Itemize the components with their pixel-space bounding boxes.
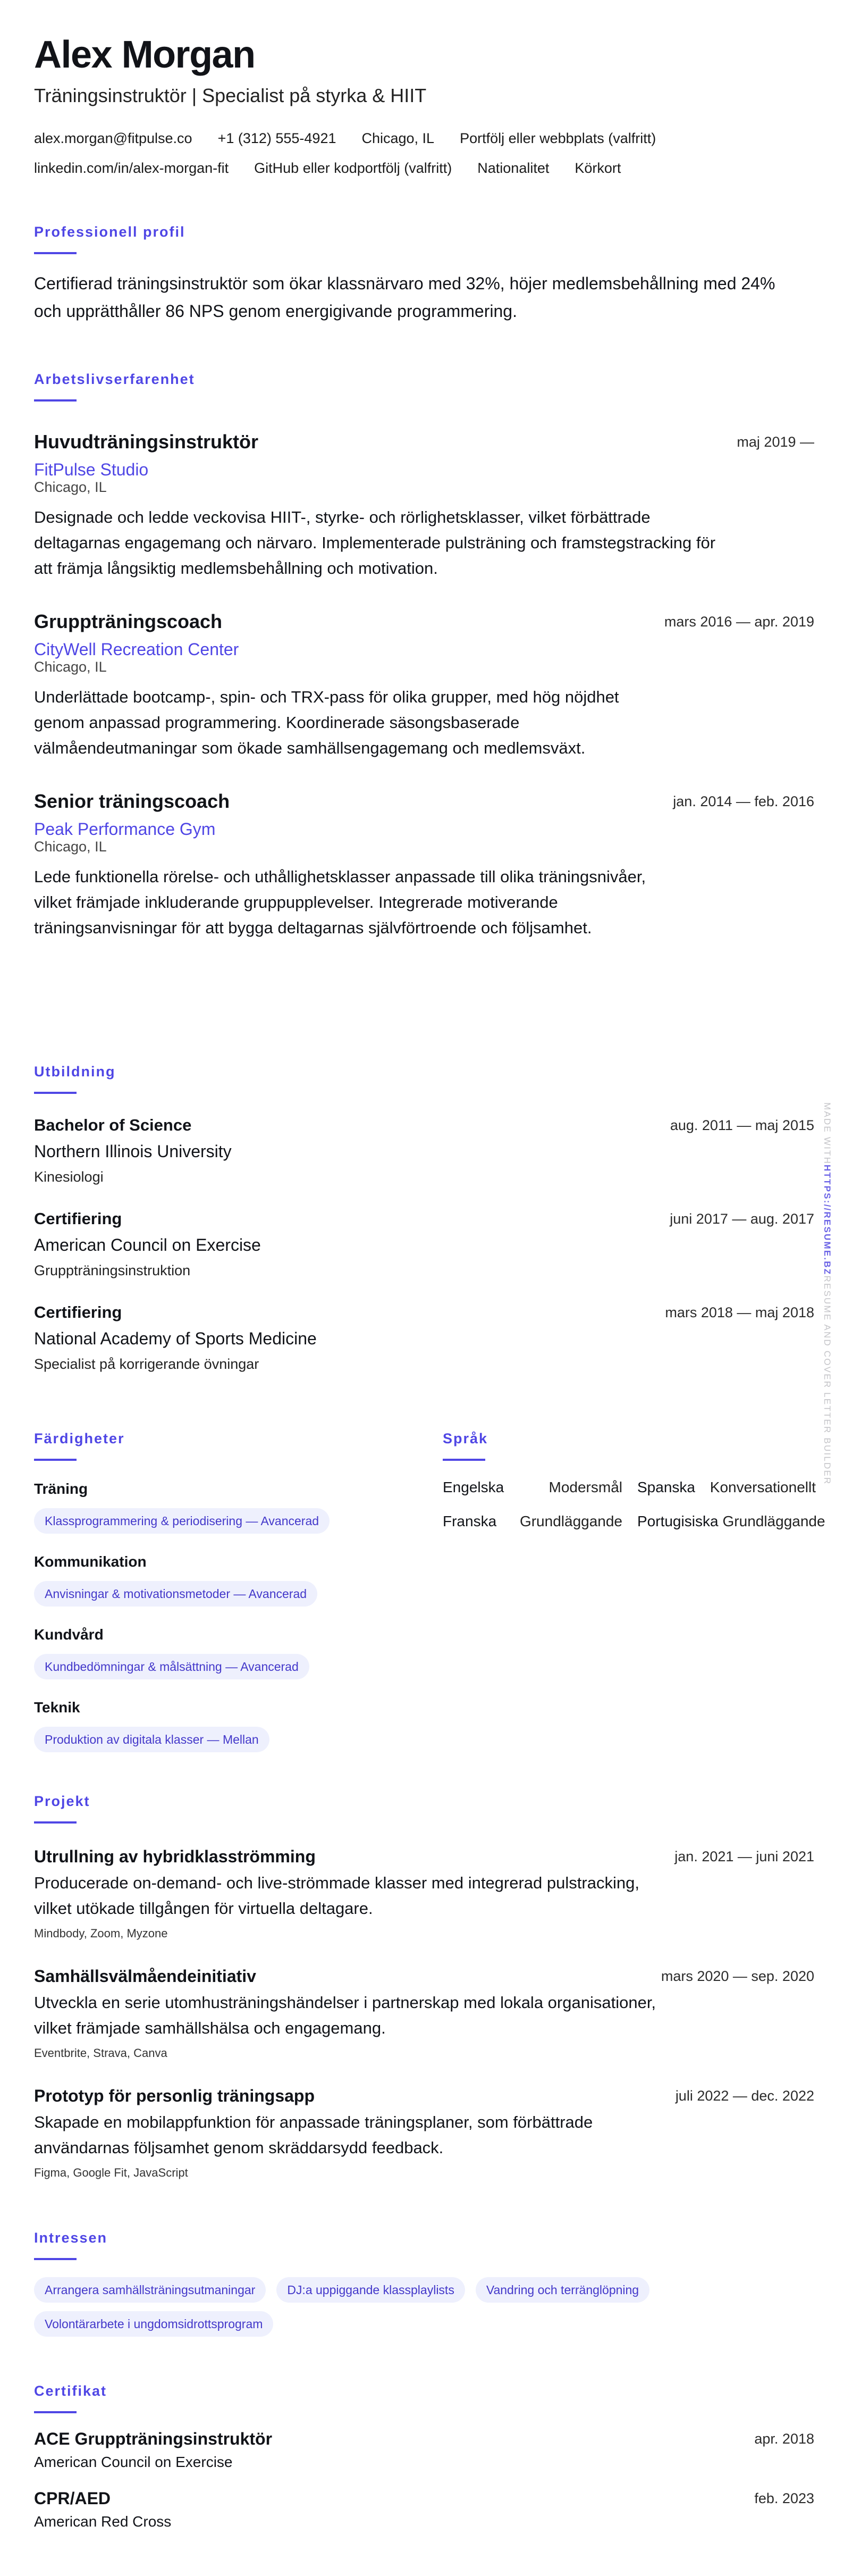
project-item bbox=[34, 2086, 814, 2182]
language-item bbox=[637, 1477, 816, 1498]
candidate-subtitle: Träningsinstruktör | Specialist på styrka & HIIT bbox=[34, 85, 427, 106]
interest-chip: DJ:a uppiggande klassplaylists bbox=[276, 2277, 465, 2303]
section-divider bbox=[34, 1821, 77, 1824]
certificate-item bbox=[34, 2428, 814, 2473]
projects-section bbox=[34, 1792, 814, 2182]
skill-chip: Klassprogrammering & periodisering — Avancerad bbox=[34, 1508, 330, 1534]
skill-group-label: Kundvård bbox=[34, 1626, 104, 1643]
skill-group bbox=[34, 1625, 427, 1679]
contact-list bbox=[34, 128, 778, 179]
project-description: Producerade on-demand- och live-strömmade klasser med integrerad pulstracking, vilket utökade tillgången för virtuella deltagare. bbox=[34, 1874, 639, 1918]
section-divider bbox=[34, 399, 77, 402]
institution: National Academy of Sports Medicine bbox=[34, 1329, 317, 1348]
contact-license: Körkort bbox=[575, 160, 621, 176]
project-date: jan. 2021 — juni 2021 bbox=[674, 1849, 814, 1864]
certificates-section bbox=[34, 2382, 814, 2532]
candidate-name: Alex Morgan bbox=[34, 34, 255, 76]
skill-group-label: Kommunikation bbox=[34, 1553, 147, 1570]
project-title: Prototyp för personlig träningsapp bbox=[34, 2086, 315, 2105]
job-title: Huvudträningsinstruktör bbox=[34, 431, 259, 453]
section-title: Certifikat bbox=[34, 2383, 107, 2399]
contact-email[interactable]: alex.morgan@fitpulse.co bbox=[34, 130, 192, 146]
certificate-name: ACE Gruppträningsinstruktör bbox=[34, 2429, 273, 2448]
section-divider bbox=[34, 1459, 77, 1461]
field-of-study: Kinesiologi bbox=[34, 1169, 104, 1185]
skill-chip: Produktion av digitala klasser — Mellan bbox=[34, 1727, 269, 1752]
language-item bbox=[637, 1511, 825, 1532]
company-name: Peak Performance Gym bbox=[34, 819, 216, 839]
project-tech: Eventbrite, Strava, Canva bbox=[34, 2046, 167, 2060]
language-level: Modersmål bbox=[548, 1479, 622, 1495]
contact-github[interactable]: GitHub eller kodportfölj (valfritt) bbox=[254, 160, 452, 176]
company-name: CityWell Recreation Center bbox=[34, 640, 239, 659]
job-location: Chicago, IL bbox=[34, 659, 107, 675]
builder-watermark bbox=[822, 1102, 832, 1485]
language-item bbox=[443, 1477, 622, 1498]
interest-chip: Vandring och terränglöpning bbox=[476, 2277, 649, 2303]
contact-linkedin[interactable]: linkedin.com/in/alex-morgan-fit bbox=[34, 160, 229, 176]
institution: American Council on Exercise bbox=[34, 1235, 261, 1254]
section-title: Intressen bbox=[34, 2230, 108, 2246]
watermark-prefix: MADE WITH bbox=[822, 1102, 832, 1165]
job-date: mars 2016 — apr. 2019 bbox=[664, 614, 814, 630]
job-description: Underlättade bootcamp-, spin- och TRX-pass för olika grupper, med hög nöjdhet genom anpassad programmering. Koordinerade säsongsbaserade välmåendeutmaningar som ökade samhällsengagemang och medlemsväxt. bbox=[34, 688, 619, 757]
degree: Certifiering bbox=[34, 1209, 122, 1228]
institution: Northern Illinois University bbox=[34, 1142, 232, 1161]
skills-section bbox=[34, 1429, 427, 1752]
project-tech: Figma, Google Fit, JavaScript bbox=[34, 2166, 188, 2179]
section-title: Färdigheter bbox=[34, 1431, 125, 1446]
field-of-study: Gruppträningsinstruktion bbox=[34, 1262, 191, 1278]
interest-chip: Volontärarbete i ungdomsidrottsprogram bbox=[34, 2311, 273, 2337]
section-title: Utbildning bbox=[34, 1064, 116, 1080]
education-date: juni 2017 — aug. 2017 bbox=[670, 1211, 814, 1227]
education-date: aug. 2011 — maj 2015 bbox=[670, 1117, 814, 1133]
skills-languages-row bbox=[34, 1429, 825, 1752]
job-date: maj 2019 — bbox=[737, 434, 814, 450]
language-level: Grundläggande bbox=[722, 1513, 825, 1529]
language-list bbox=[443, 1477, 825, 1532]
section-divider bbox=[34, 2258, 77, 2260]
education-date: mars 2018 — maj 2018 bbox=[665, 1304, 814, 1320]
project-date: mars 2020 — sep. 2020 bbox=[661, 1968, 814, 1984]
education-item bbox=[34, 1302, 814, 1375]
language-name: Franska bbox=[443, 1513, 497, 1529]
contact-phone[interactable]: +1 (312) 555-4921 bbox=[217, 130, 336, 146]
job-description: Lede funktionella rörelse- och uthållighetsklasser anpassade till olika träningsnivåer, vilket främjade inkluderande gruppupplevelser. Integrerade motiverande träningsanvisningar för att bygga deltagarnas självförtroende och följsamhet. bbox=[34, 867, 646, 937]
job-title: Senior träningscoach bbox=[34, 790, 230, 812]
skill-group bbox=[34, 1479, 427, 1534]
interest-list bbox=[34, 2277, 789, 2337]
skill-group-label: Teknik bbox=[34, 1699, 80, 1716]
watermark-suffix: RESUME AND COVER LETTER BUILDER bbox=[822, 1275, 832, 1485]
language-name: Spanska bbox=[637, 1479, 695, 1495]
language-item bbox=[443, 1511, 622, 1532]
language-name: Engelska bbox=[443, 1479, 504, 1495]
project-description: Utveckla en serie utomhusträningshändelser i partnerskap med lokala organisationer, vilket främjade samhällshälsa och engagemang. bbox=[34, 1993, 656, 2037]
project-date: juli 2022 — dec. 2022 bbox=[675, 2088, 814, 2104]
section-divider bbox=[443, 1459, 485, 1461]
degree: Certifiering bbox=[34, 1303, 122, 1322]
certificate-date: feb. 2023 bbox=[754, 2490, 814, 2506]
job-location: Chicago, IL bbox=[34, 479, 107, 495]
education-section bbox=[34, 1063, 814, 1375]
certificate-date: apr. 2018 bbox=[754, 2431, 814, 2447]
skill-group bbox=[34, 1552, 427, 1607]
certificate-item bbox=[34, 2488, 814, 2532]
certificate-issuer: American Council on Exercise bbox=[34, 2454, 233, 2470]
skill-group bbox=[34, 1698, 427, 1752]
certificate-name: CPR/AED bbox=[34, 2489, 111, 2508]
education-item bbox=[34, 1115, 814, 1187]
education-item bbox=[34, 1208, 814, 1281]
experience-item bbox=[34, 790, 814, 941]
project-title: Samhällsvälmåendeinitiativ bbox=[34, 1967, 256, 1986]
field-of-study: Specialist på korrigerande övningar bbox=[34, 1356, 259, 1372]
skill-group-label: Träning bbox=[34, 1481, 88, 1497]
project-item bbox=[34, 1847, 814, 1943]
section-title: Projekt bbox=[34, 1793, 90, 1809]
certificate-issuer: American Red Cross bbox=[34, 2513, 172, 2530]
section-title: Arbetslivserfarenhet bbox=[34, 371, 195, 387]
project-tech: Mindbody, Zoom, Myzone bbox=[34, 1927, 168, 1940]
experience-item bbox=[34, 430, 814, 581]
languages-section bbox=[443, 1429, 825, 1752]
experience-section bbox=[34, 370, 814, 941]
language-level: Konversationellt bbox=[710, 1479, 816, 1495]
interests-section bbox=[34, 2229, 814, 2337]
section-divider bbox=[34, 2411, 77, 2413]
watermark-link[interactable]: HTTPS://RESUME.BZ bbox=[822, 1165, 832, 1276]
interest-chip: Arrangera samhällsträningsutmaningar bbox=[34, 2277, 266, 2303]
project-item bbox=[34, 1967, 814, 2063]
contact-nationality: Nationalitet bbox=[477, 160, 550, 176]
language-name: Portugisiska bbox=[637, 1513, 719, 1529]
job-date: jan. 2014 — feb. 2016 bbox=[673, 793, 814, 809]
experience-item bbox=[34, 610, 814, 761]
job-location: Chicago, IL bbox=[34, 839, 107, 855]
project-description: Skapade en mobilappfunktion för anpassade träningsplaner, som förbättrade användarnas följsamhet genom skräddarsydd feedback. bbox=[34, 2113, 593, 2157]
skill-chip: Kundbedömningar & målsättning — Avancerad bbox=[34, 1654, 309, 1679]
job-description: Designade och ledde veckovisa HIIT-, styrke- och rörlighetsklasser, vilket förbättrade deltagarnas engagemang och närvaro. Implementerade pulsträning och framstegstracking för att främja långsiktig medlemsbehållning och motivation. bbox=[34, 508, 716, 578]
section-divider bbox=[34, 1092, 77, 1094]
degree: Bachelor of Science bbox=[34, 1116, 192, 1134]
skill-chip: Anvisningar & motivationsmetoder — Avancerad bbox=[34, 1581, 317, 1607]
job-title: Gruppträningscoach bbox=[34, 610, 223, 632]
profile-section bbox=[34, 223, 814, 325]
company-name: FitPulse Studio bbox=[34, 460, 149, 479]
language-level: Grundläggande bbox=[519, 1513, 622, 1529]
contact-location: Chicago, IL bbox=[361, 130, 435, 146]
section-title: Språk bbox=[443, 1431, 488, 1446]
section-divider bbox=[34, 252, 77, 254]
contact-portfolio[interactable]: Portfölj eller webbplats (valfritt) bbox=[460, 130, 656, 146]
profile-summary: Certifierad träningsinstruktör som ökar klassnärvaro med 32%, höjer medlemsbehållning med 24% och upprätthåller 86 NPS genom energigivande programmering. bbox=[34, 274, 775, 321]
project-title: Utrullning av hybridklasströmming bbox=[34, 1847, 316, 1866]
section-title: Professionell profil bbox=[34, 224, 185, 240]
